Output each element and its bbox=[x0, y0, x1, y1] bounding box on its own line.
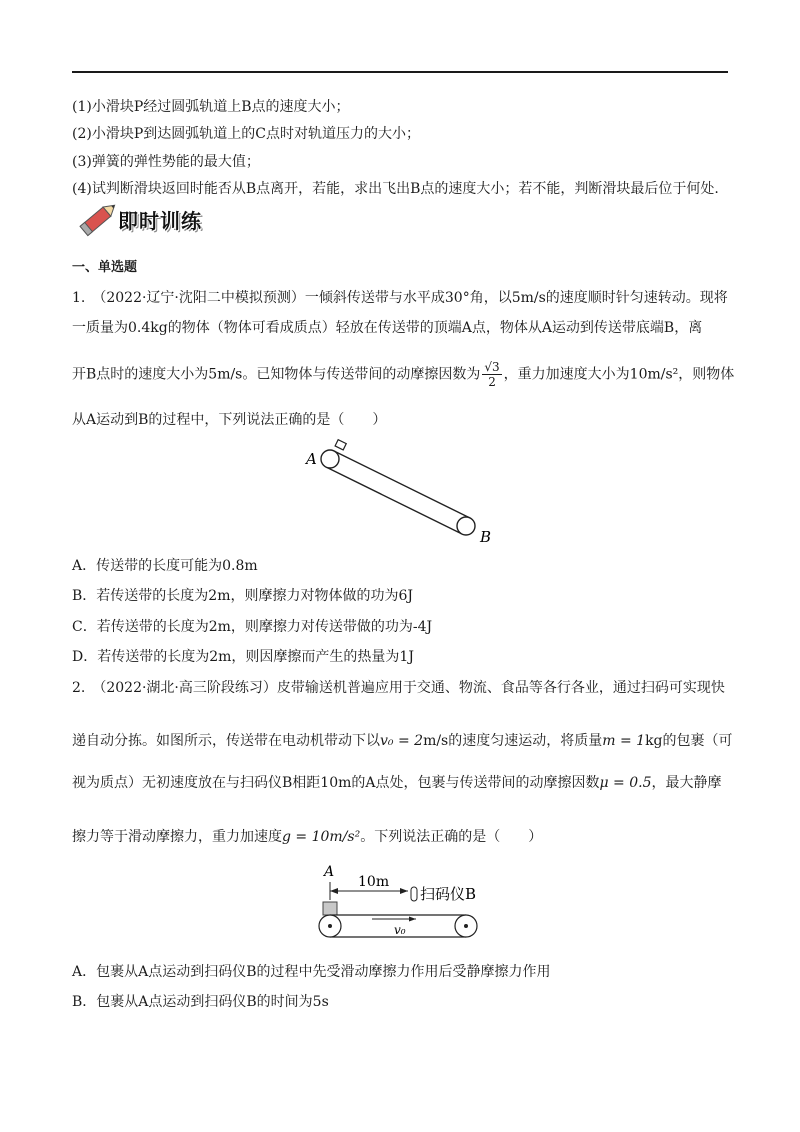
q2-option-a: A．包裹从A点运动到扫码仪B的过程中先受滑动摩擦力作用后受静摩擦力作用 bbox=[72, 964, 551, 980]
fig1-label-b: B bbox=[480, 528, 492, 546]
belt-bottom-edge bbox=[326, 467, 462, 534]
pencil-icon bbox=[72, 195, 122, 245]
q1-option-c: C．若传送带的长度为2m，则摩擦力对传送带做的功为-4J bbox=[72, 619, 433, 635]
arrow-head-left bbox=[330, 888, 338, 894]
q2-line-3 bbox=[72, 773, 722, 793]
q2-line-3a: 视为质点）无初速度放在与扫码仪B相距10m的A点处，包裹与传送带间的动摩擦因数 bbox=[72, 775, 600, 791]
intro-item-2: (2)小滑块P到达圆弧轨道上的C点时对轨道压力的大小； bbox=[72, 126, 420, 142]
g-equation: g = 10m/s² bbox=[282, 829, 361, 845]
fig2-v0: v₀ bbox=[394, 923, 406, 937]
arrow-head-right bbox=[400, 888, 408, 894]
fig2-label-a: A bbox=[324, 864, 335, 880]
mass-equation: m = 1 bbox=[602, 733, 646, 749]
bottom-pulley bbox=[457, 517, 475, 535]
intro-item-4: (4)试判断滑块返回时能否从B点离开，若能，求出飞出B点的速度大小；若不能，判断滑块最后位于何处. bbox=[72, 181, 719, 197]
q2-line-2b: m/s的速度匀速运动，将质量 bbox=[423, 733, 603, 749]
q2-line-2c: kg的包裹（可 bbox=[645, 733, 733, 749]
fraction-numerator: √3 bbox=[484, 360, 500, 374]
intro-item-3: (3)弹簧的弹性势能的最大值； bbox=[72, 154, 260, 170]
q2-line-4b: 。下列说法正确的是（ ） bbox=[360, 829, 543, 845]
object-block bbox=[335, 440, 346, 450]
q1-line-2: 一质量为0.4kg的物体（物体可看成质点）轻放在传送带的顶端A点，物体从A运动到传送带底端B，离 bbox=[72, 320, 703, 336]
fig2-scanner-label: 扫码仪B bbox=[420, 885, 477, 903]
fig1-label-a: A bbox=[306, 450, 317, 468]
q2-line-3b: ，最大静摩 bbox=[651, 775, 722, 791]
training-badge bbox=[72, 195, 232, 245]
q1-line-3b: ，重力加速度大小为10m/s²，则物体 bbox=[503, 366, 735, 383]
q2-line-2a: 递自动分拣。如图所示，传送带在电动机带动下以 bbox=[72, 733, 380, 749]
section-title: 一、单选题 bbox=[72, 260, 138, 275]
top-pulley bbox=[321, 450, 339, 468]
q2-option-b: B．包裹从A点运动到扫码仪B的时间为5s bbox=[72, 994, 329, 1010]
q1-line-3 bbox=[72, 360, 734, 389]
mu-fraction bbox=[482, 360, 501, 389]
scanner-icon bbox=[411, 887, 417, 901]
scanner-belt-figure bbox=[316, 862, 496, 942]
q2-line-1: 2. （2022·湖北·高三阶段练习）皮带输送机普遍应用于交通、物流、食品等各行各业，通过扫码可实现快 bbox=[72, 680, 725, 696]
velocity-arrow-head bbox=[409, 917, 416, 922]
belt-top-edge bbox=[334, 451, 470, 518]
q2-line-4 bbox=[72, 827, 542, 847]
q2-line-2 bbox=[72, 731, 733, 751]
v0-equation: v₀ = 2 bbox=[380, 733, 424, 749]
header-rule bbox=[72, 71, 728, 73]
fraction-denominator: 2 bbox=[488, 375, 496, 389]
q1-line-1: 1. （2022·辽宁·沈阳二中模拟预测）一倾斜传送带与水平成30°角，以5m/s的速度顺时针匀速转动。现将 bbox=[72, 290, 728, 306]
fig2-distance: 10m bbox=[358, 874, 390, 890]
q1-line-3a: 开B点时的速度大小为5m/s。已知物体与传送带间的动摩擦因数为 bbox=[72, 366, 481, 383]
q1-option-b: B．若传送带的长度为2m，则摩擦力对物体做的功为6J bbox=[72, 588, 413, 604]
mu-equation: μ = 0.5 bbox=[599, 775, 652, 791]
package-block bbox=[323, 902, 337, 915]
q1-line-4: 从A运动到B的过程中，下列说法正确的是（ ） bbox=[72, 412, 387, 428]
incline-belt-figure bbox=[300, 436, 500, 548]
intro-item-1: (1)小滑块P经过圆弧轨道上B点的速度大小； bbox=[72, 99, 350, 115]
q1-option-a: A．传送带的长度可能为0.8m bbox=[72, 558, 258, 574]
right-roller-axle bbox=[464, 924, 468, 928]
left-roller-axle bbox=[328, 924, 332, 928]
q1-option-d: D．若传送带的长度为2m，则因摩擦而产生的热量为1J bbox=[72, 649, 414, 665]
q2-line-4a: 擦力等于滑动摩擦力，重力加速度 bbox=[72, 829, 282, 845]
badge-title: 即时训练 bbox=[118, 209, 202, 233]
